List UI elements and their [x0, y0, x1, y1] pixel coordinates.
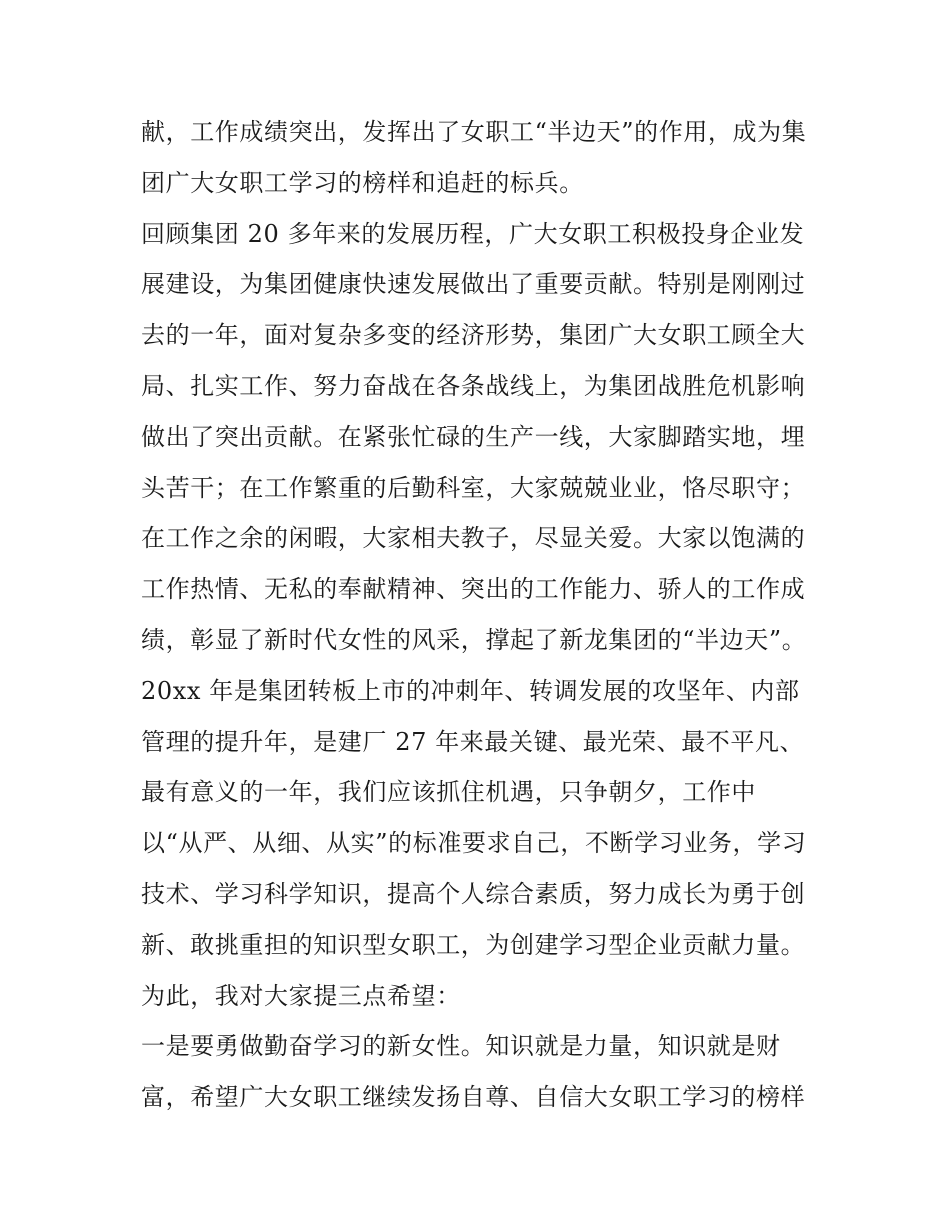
text-line-2: 团广大女职工学习的榜样和追赶的标兵。 [141, 168, 584, 197]
text-line-8: 头苦干；在工作繁重的后勤科室，大家兢兢业业，恪尽职守； [141, 473, 806, 502]
text-line-5: 去的一年，面对复杂多变的经济形势，集团广大女职工顾全大 [141, 321, 806, 350]
text-line-13: 管理的提升年，是建厂 27 年来最关键、最光荣、最不平凡、 [141, 727, 805, 756]
text-line-14: 最有意义的一年，我们应该抓住机遇，只争朝夕，工作中 [141, 778, 756, 807]
body-text [141, 107, 821, 1123]
text-line-12: 20xx 年是集团转板上市的冲刺年、转调发展的攻坚年、内部 [141, 676, 800, 705]
text-line-9: 在工作之余的闲暇，大家相夫教子，尽显关爱。大家以饱满的 [141, 524, 806, 553]
text-line-6: 局、扎实工作、努力奋战在各条战线上，为集团战胜危机影响 [141, 371, 806, 400]
text-line-18: 为此，我对大家提三点希望： [141, 981, 461, 1010]
text-line-4: 展建设，为集团健康快速发展做出了重要贡献。特别是刚刚过 [141, 270, 806, 299]
text-line-19: 一是要勇做勤奋学习的新女性。知识就是力量，知识就是财 [141, 1032, 781, 1061]
text-line-7: 做出了突出贡献。在紧张忙碌的生产一线，大家脚踏实地，埋 [141, 422, 806, 451]
text-line-3: 回顾集团 20 多年来的发展历程，广大女职工积极投身企业发 [141, 219, 805, 248]
text-line-1: 献，工作成绩突出，发挥出了女职工“半边天”的作用，成为集 [141, 118, 807, 146]
text-line-10: 工作热情、无私的奉献精神、突出的工作能力、骄人的工作成 [141, 575, 806, 604]
text-line-11: 绩，彰显了新时代女性的风采，撑起了新龙集团的“半边天”。 [141, 625, 807, 654]
text-line-16: 技术、学习科学知识，提高个人综合素质，努力成长为勇于创 [141, 879, 806, 908]
text-line-15: 以“从严、从细、从实”的标准要求自己，不断学习业务，学习 [141, 829, 807, 858]
text-line-20: 富，希望广大女职工继续发扬自尊、自信大女职工学习的榜样 [141, 1083, 806, 1112]
text-line-17: 新、敢挑重担的知识型女职工，为创建学习型企业贡献力量。 [141, 930, 806, 959]
